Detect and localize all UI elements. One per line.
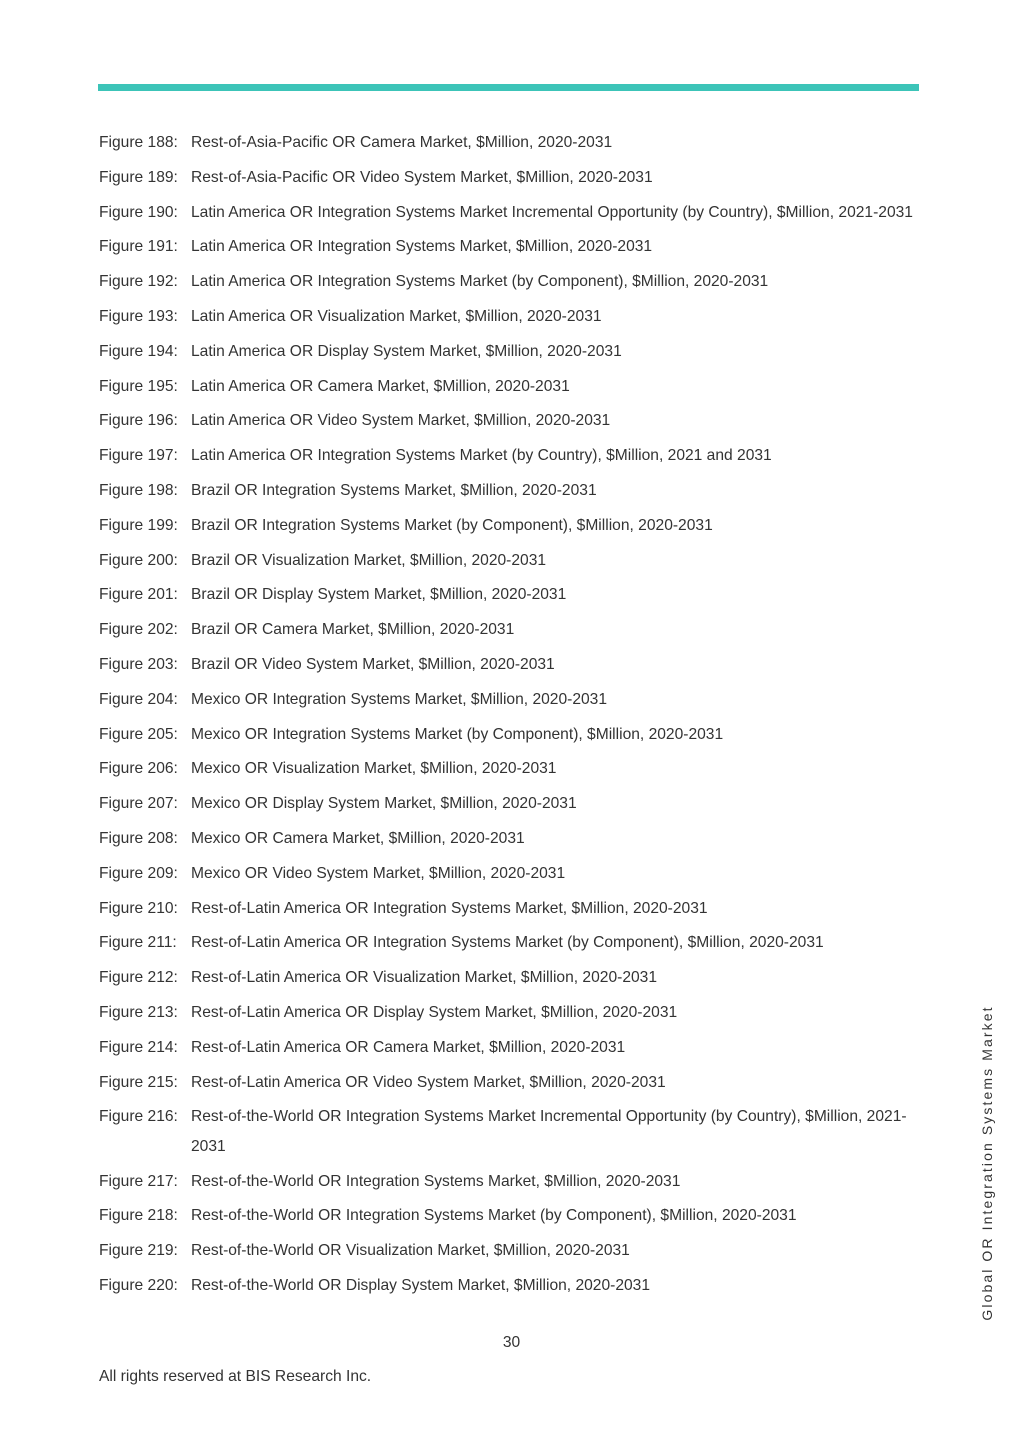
figure-number: Figure 211: [99,934,177,952]
figure-caption: Latin America OR Video System Market, $Million, 2020-2031 [191,412,611,430]
figure-caption: Latin America OR Camera Market, $Million, 2020-2031 [191,377,570,395]
figure-number: Figure 190: [99,203,178,221]
figure-number: Figure 208: [99,829,178,847]
figure-caption: Rest-of-Latin America OR Visualization Market, $Million, 2020-2031 [191,969,658,987]
list-item [99,337,914,367]
list-item [99,1236,914,1266]
list-item [99,163,914,193]
figure-number: Figure 205: [99,725,178,743]
figure-caption: Rest-of-Latin America OR Integration Systems Market, $Million, 2020-2031 [191,899,708,917]
list-item [99,650,914,680]
figure-number: Figure 195: [99,377,178,395]
figure-caption: Rest-of-the-World OR Integration Systems Market (by Component), $Million, 2020-2031 [191,1207,797,1225]
list-item [99,998,914,1028]
figure-number: Figure 196: [99,412,178,430]
figure-number: Figure 215: [99,1073,178,1091]
figure-number: Figure 192: [99,273,178,291]
figure-caption: Rest-of-Asia-Pacific OR Video System Market, $Million, 2020-2031 [191,168,653,186]
list-item [99,1102,914,1161]
list-item [99,789,914,819]
figure-caption: Mexico OR Integration Systems Market (by Component), $Million, 2020-2031 [191,725,724,743]
figure-number: Figure 214: [99,1038,178,1056]
list-item [99,406,914,436]
figure-caption: Mexico OR Video System Market, $Million, 2020-2031 [191,864,566,882]
list-item [99,1033,914,1063]
footer-copyright: All rights reserved at BIS Research Inc. [99,1368,372,1385]
list-item [99,546,914,576]
list-item [99,232,914,262]
figure-number: Figure 202: [99,621,178,639]
list-item [99,1201,914,1231]
figure-number: Figure 200: [99,551,178,569]
figure-caption: Rest-of-Asia-Pacific OR Camera Market, $Million, 2020-2031 [191,134,613,151]
figure-caption: Mexico OR Camera Market, $Million, 2020-2031 [191,829,525,847]
figure-number: Figure 210: [99,899,178,917]
list-item [99,894,914,924]
list-item [99,928,914,958]
list-item [99,1271,914,1301]
figure-caption: Rest-of-Latin America OR Camera Market, $Million, 2020-2031 [191,1038,626,1056]
figure-caption: Rest-of-Latin America OR Display System Market, $Million, 2020-2031 [191,1003,678,1021]
figure-caption: Latin America OR Visualization Market, $Million, 2020-2031 [191,307,602,325]
figure-number: Figure 203: [99,655,178,673]
list-item [99,128,914,158]
side-report-title: Global OR Integration Systems Market [979,1005,995,1321]
figure-caption: Latin America OR Integration Systems Market, $Million, 2020-2031 [191,238,653,256]
list-item [99,615,914,645]
figure-number: Figure 193: [99,307,178,325]
list-item [99,511,914,541]
list-item [99,580,914,610]
list-item [99,754,914,784]
figure-caption: Rest-of-the-World OR Integration Systems Market, $Million, 2020-2031 [191,1172,681,1190]
list-item [99,1167,914,1197]
figure-number: Figure 216: [99,1108,178,1126]
figure-caption: Latin America OR Integration Systems Market (by Component), $Million, 2020-2031 [191,273,769,291]
figure-number: Figure 189: [99,168,178,186]
figure-caption: Mexico OR Integration Systems Market, $Million, 2020-2031 [191,690,608,708]
list-item [99,685,914,715]
list-item [99,302,914,332]
figure-number: Figure 219: [99,1242,178,1260]
figure-number: Figure 207: [99,795,178,813]
figure-number: Figure 218: [99,1207,178,1225]
figure-caption: Latin America OR Display System Market, $Million, 2020-2031 [191,342,622,360]
figure-number: Figure 201: [99,586,178,604]
figure-caption: Mexico OR Visualization Market, $Million, 2020-2031 [191,760,557,778]
figure-caption: Mexico OR Display System Market, $Million, 2020-2031 [191,795,577,813]
figure-number: Figure 206: [99,760,178,778]
list-item [99,1068,914,1098]
list-item [99,476,914,506]
list-item [99,963,914,993]
list-of-figures [99,128,914,1306]
figure-caption: Brazil OR Integration Systems Market, $Million, 2020-2031 [191,481,597,499]
list-item [99,720,914,750]
header-accent-bar [98,84,919,91]
figure-caption: Rest-of-the-World OR Display System Market, $Million, 2020-2031 [191,1277,651,1294]
page-number: 30 [502,1334,521,1351]
figure-caption: Rest-of-Latin America OR Video System Market, $Million, 2020-2031 [191,1073,666,1091]
list-item [99,372,914,402]
figure-number: Figure 191: [99,238,178,256]
figure-caption: Rest-of-the-World OR Integration Systems Market Incremental Opportunity (by Country), $Million, 2021-2031 [191,1108,907,1155]
figure-number: Figure 188: [99,134,178,151]
figure-caption: Latin America OR Integration Systems Market Incremental Opportunity (by Country), $Million, 2021-2031 [191,203,913,221]
figure-number: Figure 198: [99,481,178,499]
list-item [99,441,914,471]
figure-number: Figure 204: [99,690,178,708]
figure-caption: Latin America OR Integration Systems Market (by Country), $Million, 2021 and 2031 [191,447,772,465]
figure-number: Figure 197: [99,447,178,465]
figure-caption: Brazil OR Camera Market, $Million, 2020-2031 [191,621,515,639]
figure-number: Figure 213: [99,1003,178,1021]
figure-number: Figure 194: [99,342,178,360]
figure-caption: Rest-of-the-World OR Visualization Market, $Million, 2020-2031 [191,1242,630,1260]
figure-caption: Brazil OR Visualization Market, $Million, 2020-2031 [191,551,547,569]
list-item [99,824,914,854]
figure-caption: Brazil OR Video System Market, $Million, 2020-2031 [191,655,555,673]
list-item [99,198,914,228]
figure-number: Figure 220: [99,1277,178,1294]
figure-caption: Brazil OR Integration Systems Market (by Component), $Million, 2020-2031 [191,516,713,534]
figure-number: Figure 209: [99,864,178,882]
list-item [99,267,914,297]
figure-number: Figure 199: [99,516,178,534]
figure-number: Figure 212: [99,969,178,987]
figure-caption: Brazil OR Display System Market, $Million, 2020-2031 [191,586,567,604]
figure-caption: Rest-of-Latin America OR Integration Systems Market (by Component), $Million, 2020-2031 [191,934,824,952]
figure-number: Figure 217: [99,1172,178,1190]
list-item [99,859,914,889]
